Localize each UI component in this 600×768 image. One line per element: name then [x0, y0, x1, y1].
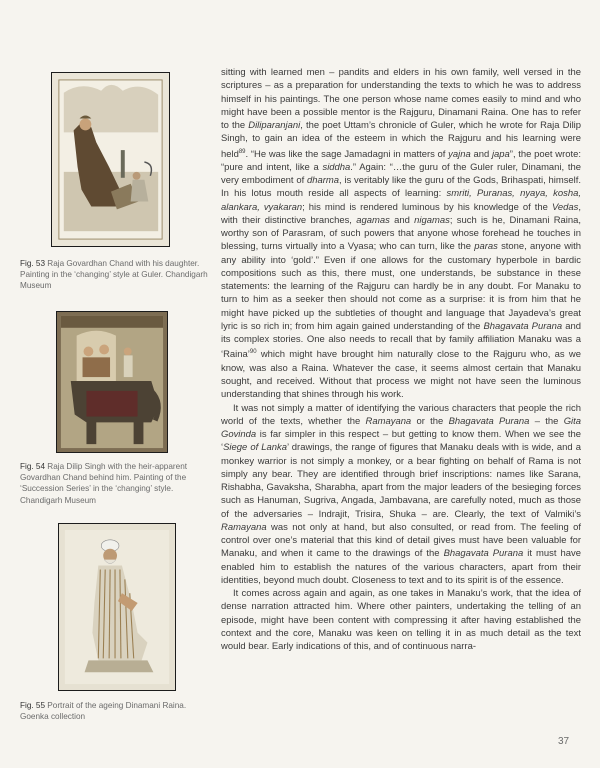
italic-term: yajna: [448, 148, 471, 160]
text-run: ”, the poet wrote: “pure and intent, like a: [221, 148, 581, 173]
figure-55-caption-text: Portrait of the ageing Dinamani Raina. Goenka collection: [20, 701, 187, 722]
italic-term: nigamas: [414, 214, 450, 226]
figure-55-image: [58, 523, 176, 691]
figure-54-label: Fig. 54: [20, 462, 46, 471]
italic-title: Ramayana: [221, 521, 267, 533]
italic-title: Ramayana: [365, 415, 412, 427]
figure-54-image: [56, 311, 168, 453]
text-run: sitting with learned men – pandits and elders in his own family, well versed in the scriptures – as a preparation for understanding the texts to which he was to address himself in his paintings. The one person whose name comes easily to mind and who might have been a possible mentor is the Rajguru, Dinamani Raina. One has to refer to the: [221, 67, 581, 131]
text-run: ’ drawings, the range of figures that Manaku deals with is wide, and a monkey warrior is not simply a monkey, or a bear fighting on behalf of Rama is not simply any bear. They are identified through brief inscriptions: names like Sarana, Rishabha, Gavaksha, Sharabha, apart from the major leaders of the besieging forces such as Hanuman, Sugriva, Angada, Jambavana, are carefully noted, much as those of the adversaries – Indrajit, Trisira, Shuka – are. Clearly, the text of Valmiki’s: [221, 442, 582, 520]
paragraph-1: [221, 66, 581, 402]
text-run: and: [470, 148, 492, 160]
figure-54-caption-text: Raja Dilip Singh with the heir-apparent Govardhan Chand behind him. Painting of the ‘Succession Series’ in the ‘changing’ style. Chandigarh Museum: [20, 462, 188, 505]
paragraph-3: It comes across again and again, as one takes in Manaku’s work, that the idea of dense narration attracted him. Where other painters, undertaking the telling of an episode, might have been content with compressing it after having established the context and the core, Manaku was keen on telling it in as much detail as the text would bear. Early indications of this, and of continuous narra-: [221, 588, 581, 653]
figure-54-caption: [20, 461, 208, 506]
figure-53-caption-text: Raja Govardhan Chand with his daughter. Painting in the ‘changing’ style at Guler. Chandigarh Museum: [20, 259, 208, 291]
text-run: which might have brought him naturally close to the Rajguru who, as we know, was also a Raina. Whatever the case, it seems almost certain that Manaku sought, and received. Without that process we might not have seen the luminous understanding that shines through his work.: [221, 349, 581, 401]
italic-title: Bhagavata Purana: [448, 415, 530, 427]
figure-55-caption: [20, 700, 208, 722]
text-run: , is veritably like the guru of the Gods, Brihaspati, himself. In his lotus mouth reside all aspects of learning:: [221, 175, 582, 200]
text-run: it must have enabled him to establish the natures of the various characters, apart from their identities, beyond much doubt. Closeness to text and to its spirit is of the essence.: [221, 548, 581, 586]
italic-term: japa: [491, 148, 510, 160]
footnote-marker: 89: [238, 148, 246, 155]
italic-title: Bhagavata Purana: [443, 548, 524, 560]
text-run: stone, anyone with any ability into ‘gold’.” Even if one allows for the customary hyperbole in bardic compositions such as this, there must, one understands, be substance in these statements: the learning of the Rajguru can hardly be in any doubt. For Manaku to turn to him as a seeker then should not come as a surprise: it is from him that he might have picked up the subtleties of thought and language that Jayadeva’s great lyric is so rich in; from him again gained understanding of the: [221, 241, 581, 332]
italic-term: Vedas: [551, 201, 579, 213]
text-run: .” Again: “…the guru of the Guler ruler, Dinamani, the very embodiment of: [221, 161, 581, 187]
text-run: is far simpler in this respect – but getting to know them. When we see the ‘: [221, 429, 581, 454]
text-run: and its complex stories. One also needs to recall that by family affiliation Manaku was a ‘Raina’: [221, 320, 581, 361]
text-run: or the: [411, 415, 449, 427]
figure-53-caption: [20, 258, 208, 292]
italic-title: Siege of Lanka: [223, 442, 287, 454]
figure-55-label: Fig. 55: [20, 701, 46, 710]
text-run: was not only at hand, but also consulted, or read from. The feeling of control over one’s material that this kind of detail gives must have been valuable for Manaku, and when it came to the drawings of the: [221, 521, 581, 560]
italic-title: Bhagavata Purana: [483, 320, 563, 332]
text-run: – the: [529, 415, 564, 427]
italic-term: paras: [474, 241, 498, 253]
text-run: It was not simply a matter of identifying the various characters that people the rich world of the texts, whether the: [221, 402, 581, 427]
text-run: and: [389, 214, 415, 226]
italic-term: smriti, Puranas, nyaya, kosha, alankara, vyakaran: [221, 188, 581, 213]
text-run: , with their distinctive branches,: [221, 201, 581, 226]
italic-title: Gita Govinda: [221, 415, 581, 441]
italic-title: Diliparanjani: [248, 120, 301, 131]
italic-term: siddha: [322, 161, 351, 173]
text-run: , the poet Uttam’s chronicle of Guler, which he wrote for Raja Dilip Singh, to gain an idea of the esteem in which the Rajguru and his learning were held: [221, 120, 582, 160]
body-text-column: [221, 66, 581, 653]
italic-term: agamas: [356, 214, 390, 226]
footnote-marker: 90: [249, 349, 257, 356]
text-run: ; such is he, Dinamani Raina, worthy son of Parasram, of such powers that anyone whose forehead he touches in blessing, turns virtually into a Vyasa; who can turn, like the: [221, 214, 581, 253]
paragraph-2: [221, 402, 581, 588]
page-number: 37: [558, 736, 570, 747]
italic-term: dharma: [307, 175, 340, 187]
figure-53-image: [51, 72, 170, 247]
figure-53-label: Fig. 53: [20, 259, 46, 268]
text-run: . “He was like the sage Jamadagni in matters of: [245, 148, 449, 160]
text-run: ; his mind is rendered luminous by his knowledge of the: [302, 201, 552, 213]
